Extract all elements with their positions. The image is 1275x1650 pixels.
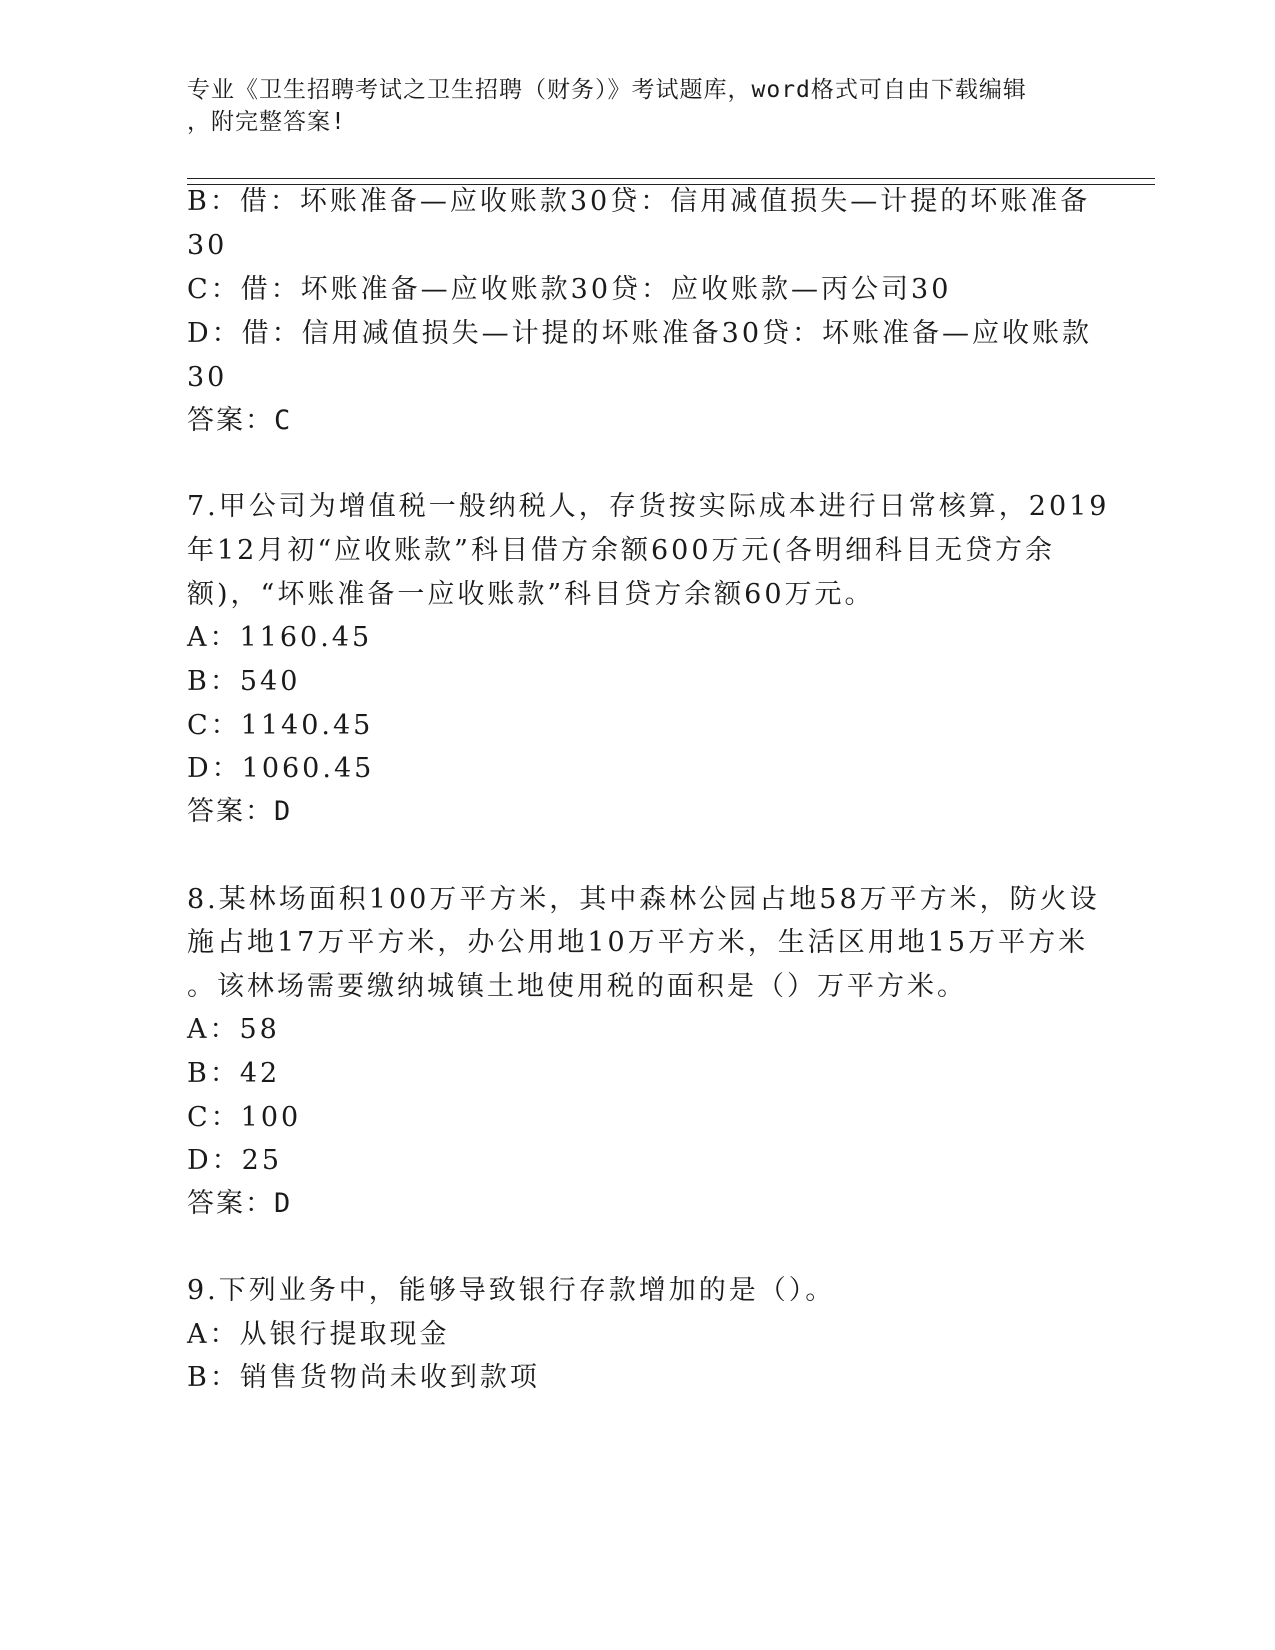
q6-option-b-line-1: B：借：坏账准备—应收账款30贷：信用减值损失—计提的坏账准备 — [187, 186, 1091, 217]
q7-answer: 答案：D — [187, 796, 293, 827]
q7-stem-line-2: 年12月初“应收账款”科目借方余额600万元(各明细科目无贷方余 — [187, 535, 1056, 566]
q7-stem-line-1: 7.甲公司为增值税一般纳税人，存货按实际成本进行日常核算，2019 — [187, 491, 1110, 522]
q7-stem-line-3: 额)，“坏账准备一应收账款”科目贷方余额60万元。 — [187, 579, 875, 610]
header-title-line-1: 专业《卫生招聘考试之卫生招聘（财务）》考试题库，word格式可自由下载编辑 — [187, 77, 1027, 103]
q6-option-d-line-1: D：借：信用减值损失—计提的坏账准备30贷：坏账准备—应收账款 — [187, 318, 1093, 349]
q8-stem-line-1: 8.某林场面积100万平方米，其中森林公园占地58万平方米，防火设 — [187, 884, 1100, 915]
q7-option-c: C：1140.45 — [187, 710, 374, 741]
header-divider-bottom — [187, 184, 1155, 185]
q7-option-d: D：1060.45 — [187, 753, 375, 784]
q6-option-d-line-2: 30 — [187, 362, 228, 393]
q6-answer: 答案：C — [187, 405, 293, 436]
header-title-line-2: ，附完整答案! — [187, 109, 346, 135]
q8-option-a: A：58 — [187, 1014, 280, 1045]
q7-option-b: B：540 — [187, 666, 301, 697]
q9-option-a: A：从银行提取现金 — [187, 1319, 450, 1350]
q6-option-b-line-2: 30 — [187, 230, 228, 261]
q8-stem-line-2: 施占地17万平方米，办公用地10万平方米，生活区用地15万平方米 — [187, 927, 1089, 958]
q8-option-c: C：100 — [187, 1102, 302, 1133]
q8-stem-line-3: 。该林场需要缴纳城镇土地使用税的面积是（）万平方米。 — [187, 971, 967, 1002]
q8-answer: 答案：D — [187, 1188, 293, 1219]
q6-option-c: C：借：坏账准备—应收账款30贷：应收账款—丙公司30 — [187, 274, 952, 305]
q8-option-d: D：25 — [187, 1145, 283, 1176]
q7-option-a: A：1160.45 — [187, 622, 373, 653]
q9-stem-line-1: 9.下列业务中，能够导致银行存款增加的是（）。 — [187, 1275, 836, 1306]
header-divider-top — [187, 178, 1155, 179]
q9-option-b: B：销售货物尚未收到款项 — [187, 1362, 540, 1393]
q8-option-b: B：42 — [187, 1058, 281, 1089]
document-header — [187, 74, 1087, 138]
